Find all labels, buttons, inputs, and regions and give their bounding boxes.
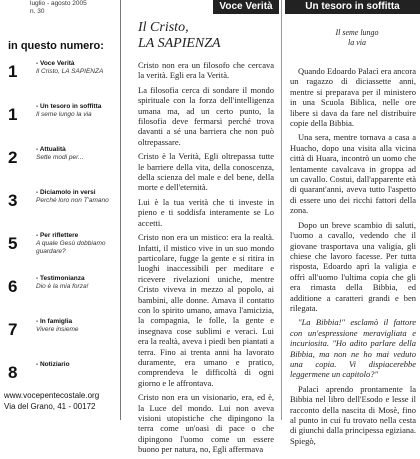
article-heading: Il seme lungo	[335, 28, 379, 37]
toc-page-number: 5	[8, 234, 18, 253]
sidebar	[0, 0, 118, 420]
toc-subtitle: Dio è la mia forza!	[36, 283, 89, 290]
paragraph: Palacì aprendo prontamente la Bibbia nel libro dell'Esodo e lesse il racconto della nascita di Mosè, fino al punto in cui fu trovato nella cesta di giunchi dalla principessa egiziana. Spiegò,	[290, 383, 416, 446]
paragraph: Una sera, mentre tornava a casa a Huacho, dopo una visita alla vicina città di Huara, incontrò un uomo che lentamente cavalcava in groppa ad un cavallo. Costui, dall'apparente età di quarant'anni, aveva tutto l'aspetto di essere uno dei ricchi fattori della zona.	[290, 132, 416, 216]
column-divider	[281, 0, 282, 420]
toc-page-number: 3	[8, 191, 18, 210]
issue-date	[30, 0, 87, 16]
toc-title: - Notiziario	[36, 361, 70, 368]
table-of-contents	[0, 58, 118, 402]
footer	[4, 390, 99, 412]
toc-subtitle: Perché loro non T'amano	[36, 197, 109, 204]
toc-item[interactable]	[0, 58, 118, 92]
toc-item[interactable]	[0, 101, 118, 135]
toc-subtitle: A quale Gesù dobbiamo guardare?	[36, 240, 106, 255]
article-title: Il Cristo,	[138, 20, 189, 35]
toc-subtitle: Vivere insieme	[36, 326, 79, 333]
website-link[interactable]: www.vocepentecostale.org	[4, 391, 100, 400]
article-il-cristo	[138, 20, 274, 459]
toc-item[interactable]	[0, 187, 118, 221]
address: Via del Grano, 41 - 00172	[4, 402, 96, 411]
paragraph: Quando Edoardo Palacì era ancora un ragazzo di diciassette anni, mentre si preparava per il ministero in una Scuola Biblica, nelle ore libere si dava da fare nel distribuire copie della Bibbia.	[290, 66, 416, 129]
toc-title: - Attualità	[36, 146, 66, 153]
sidebar-title: in questo numero:	[8, 40, 104, 52]
paragraph: Cristo è la Verità, Egli oltrepassa tutte le barriere della vita, della conoscenza, della scienza del male e del bene, della morte e dell'eternità.	[138, 151, 274, 193]
article-heading: la via	[348, 38, 366, 47]
paragraph: Cristo non era un mistico: era la realtà. Infatti, il mistico vive in un suo mondo particolare, fugge la gente e si ritira in luoghi inaccessibili per meditare e ricevere rivelazioni uniche, mentre Cristo viveva in mezzo al popolo, ai bambini, alle donne. Amava il contatto con lo spirito umano, amava l'amicizia, la compagnia, le folle, la gente e insegnava cose sublimi e veraci. Lui era la realtà, aveva i piedi ben piantati a terra. Fino ai trenta anni ha lavorato duramente, era umano e pratico, comprendeva le difficoltà di ogni giorno e le affrontava.	[138, 232, 274, 388]
toc-item[interactable]	[0, 273, 118, 307]
section-header-voce-verita: Voce Verità	[213, 0, 279, 14]
section-header-tesoro: Un tesoro in soffitta	[285, 0, 420, 14]
toc-page-number: 1	[8, 62, 18, 81]
toc-title: - Per riflettere	[36, 232, 79, 239]
toc-item[interactable]	[0, 230, 118, 264]
toc-page-number: 8	[8, 363, 18, 382]
toc-title: - Voce Verità	[36, 60, 75, 67]
paragraph: Cristo non era un visionario, era, ed è, la Luce del mondo. Lui non aveva visioni utopistiche che dipingono la terra come un'oasi di pace o che dipingono l'uomo come un essere buono per natura, no, Egli affermava	[138, 392, 274, 455]
paragraph: Dopo un breve scambio di saluti, l'uomo a cavallo, vedendo che il giovane trasportava una valigia, gli chiese che lavoro facesse. Per tutta risposta, Edoardo aprì la valigia e offrì all'uomo l'ultima copia che gli era rimasta della Bibbia, ed additione a caratteri grandi e ben rilegata.	[290, 219, 416, 313]
column-divider	[120, 0, 121, 420]
article-subtitle: LA SAPIENZA	[138, 36, 221, 51]
toc-page-number: 6	[8, 277, 18, 296]
toc-title: - Testimonianza	[36, 275, 85, 282]
paragraph: La filosofia cerca di sondare il mondo spirituale con la forza dell'intelligenza umana ma, ad un certo punto, la filosofia deve fermarsi perché trova davanti a sé una barriera che non può oltrepassare.	[138, 84, 274, 147]
toc-page-number: 1	[8, 105, 18, 124]
paragraph: Cristo non era un filosofo che cercava la verità. Egli era la Verità.	[138, 60, 274, 81]
article-il-seme	[290, 20, 416, 450]
toc-page-number: 7	[8, 320, 18, 339]
date-text: luglio - agosto 2005	[30, 0, 87, 7]
toc-item[interactable]	[0, 359, 118, 393]
toc-item[interactable]	[0, 316, 118, 350]
toc-item[interactable]	[0, 144, 118, 178]
toc-title: - In famiglia	[36, 318, 73, 325]
toc-subtitle: Il seme lungo la via	[36, 111, 92, 118]
toc-title: - Diciamolo in versi	[36, 189, 96, 196]
toc-page-number: 2	[8, 148, 18, 167]
paragraph: Lui è la tua verità che ti investe in pieno e ti soddisfa interamente se Lo accetti.	[138, 196, 274, 228]
toc-title: - Un tesoro in soffitta	[36, 103, 102, 110]
toc-subtitle: Il Cristo, LA SAPIENZA	[36, 68, 104, 75]
paragraph: "La Bibbia!" esclamò il fattore con un'espressione meravigliata e incuriosita. "Ho adito parlare della Bibbia, ma non ne ho mai veduto una copia. Vi dispiacerebbe leggermene un capitolo?"	[290, 317, 416, 380]
issue-number: n. 30	[30, 8, 45, 15]
toc-subtitle: Sette modi per...	[36, 154, 84, 161]
